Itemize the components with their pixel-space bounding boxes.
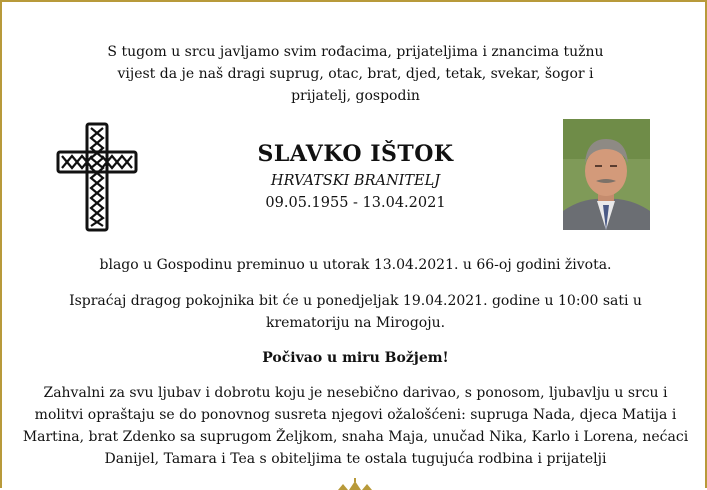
deceased-photo	[563, 119, 650, 230]
braided-cross-icon	[56, 122, 138, 232]
thanks-text: Zahvalni za svu ljubav i dobrotu koju je nesebično darivao, s ponosom, ljubavlju u srcu i molitvi opraštaju se do ponovnog susreta njegovi ožalošćeni: supruga Nada, djeca Matija i Martina, brat Zdenko sa suprugom Željkom, snaha Maja, unučad Nika, Karlo i Lorena, nećaci Danijel, Tamara i Tea s obiteljima te ostala tugujuća rodbina i prijatelji	[22, 385, 689, 467]
deceased-title: HRVATSKI BRANITELJ	[270, 173, 441, 189]
deceased-info	[202, 140, 509, 214]
intro-text: S tugom u srcu javljamo svim rođacima, prijateljima i znancima tužnu vijest da je naš dragi suprug, otac, brat, djed, tetak, svekar, šogor i prijatelj, gospodin	[107, 44, 604, 104]
life-dates: 09.05.1955 - 13.04.2021	[265, 195, 446, 211]
gold-ornament-icon	[2, 478, 707, 490]
deceased-name: SLAVKO IŠTOK	[257, 141, 454, 167]
funeral-text: Ispraćaj dragog pokojnika bit će u ponedjeljak 19.04.2021. godine u 10:00 sati u krematoriju na Mirogoju.	[69, 293, 642, 331]
rest-in-peace-text: Počivao u miru Božjem!	[262, 350, 449, 366]
passed-away-text: blago u Gospodinu preminuo u utorak 13.04.2021. u 66-oj godini života.	[99, 257, 612, 273]
